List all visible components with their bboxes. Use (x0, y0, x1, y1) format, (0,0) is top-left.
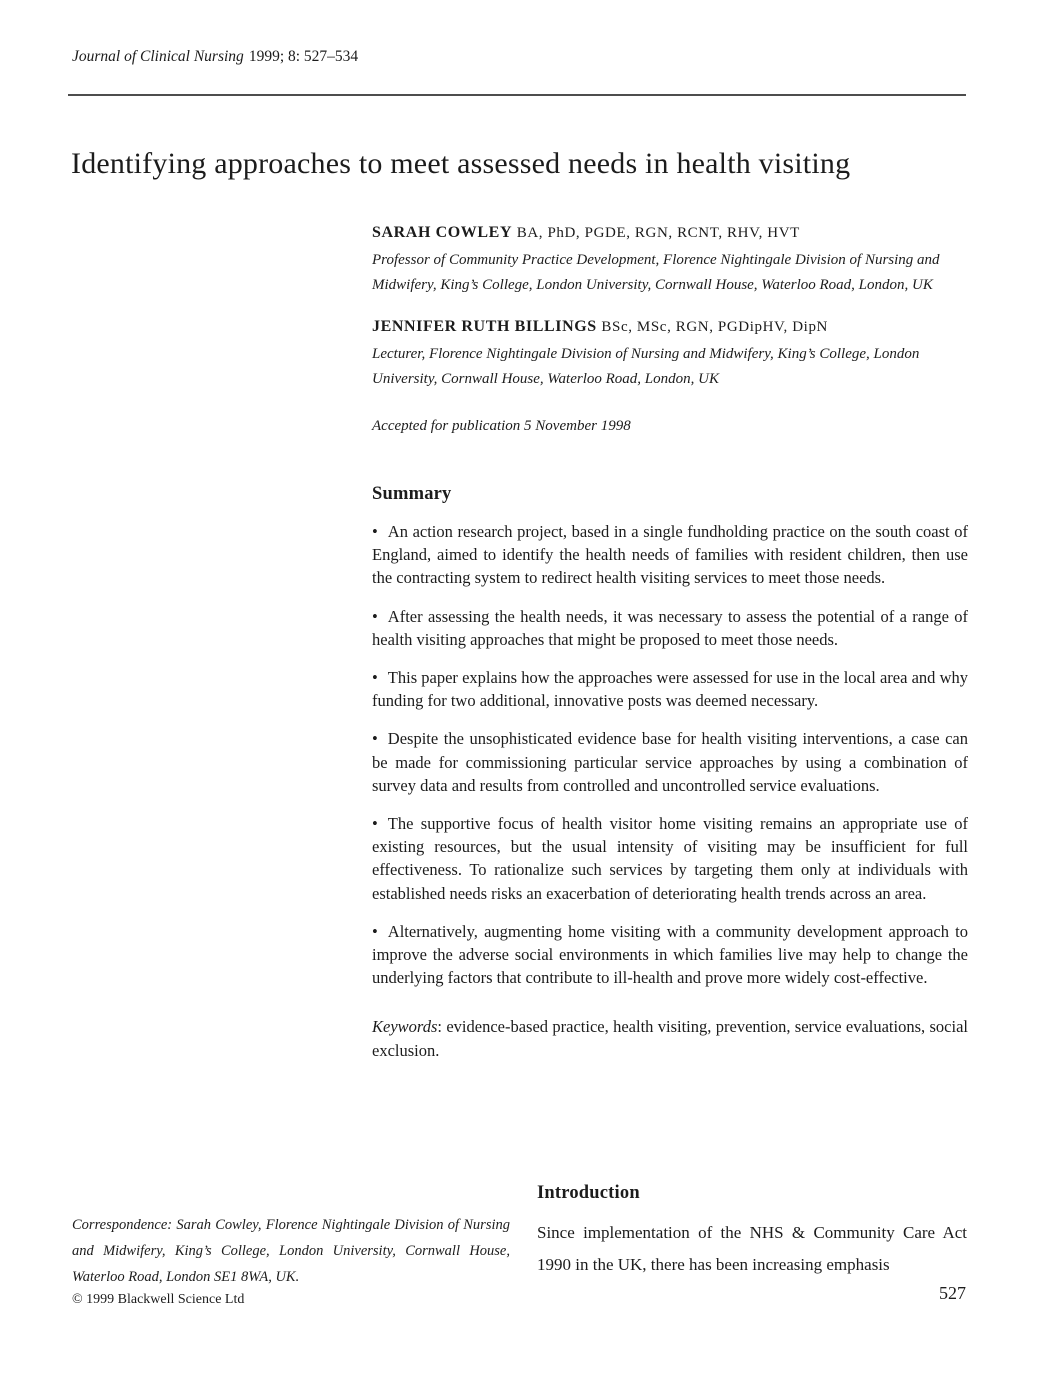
summary-bullet (372, 812, 968, 905)
bullet-icon: • (372, 729, 378, 749)
keywords-label: Keywords (372, 1017, 438, 1037)
bullet-icon: • (372, 814, 378, 834)
bullet-icon: • (372, 606, 378, 626)
page-number: 527 (939, 1283, 966, 1303)
summary-bullet (372, 666, 968, 712)
correspondence-note: Correspondence: Sarah Cowley, Florence Nightingale Division of Nursing and Midwifery, King’s College, London University, Cornwall House, Waterloo Road, London SE1 8WA, UK. (72, 1217, 510, 1285)
header-rule (68, 94, 966, 96)
author-name: SARAH COWLEY (372, 224, 513, 241)
author-block (372, 224, 968, 435)
author-name: JENNIFER RUTH BILLINGS (372, 318, 597, 335)
summary-bullet (372, 605, 968, 651)
article-title: Identifying approaches to meet assessed needs in health visiting (71, 147, 851, 180)
author-affiliation: Lecturer, Florence Nightingale Division of Nursing and Midwifery, King’s College, London University, Cornwall House, Waterloo Road, London, UK (372, 346, 920, 387)
introduction-heading: Introduction (537, 1183, 640, 1203)
keywords-text: : evidence-based practice, health visiting, prevention, service evaluations, social exclusion. (372, 1017, 968, 1060)
summary-bullet-text: Alternatively, augmenting home visiting with a community development approach to improve the adverse social environments in which families live may help to change the underlying factors that contribute to ill-health and prove more widely cost-effective. (372, 921, 968, 988)
author-name-line (372, 224, 968, 242)
author-affiliation: Professor of Community Practice Development, Florence Nightingale Division of Nursing and Midwifery, King’s College, London University, Cornwall House, Waterloo Road, London, UK (372, 252, 940, 293)
summary-section (372, 484, 968, 1062)
summary-bullet (372, 727, 968, 797)
summary-bullet-text: An action research project, based in a single fundholding practice on the south coast of England, aimed to identify the health needs of families with resident children, then use the contracting system to redirect health visiting services to meet those needs. (372, 522, 968, 588)
summary-bullet-text: This paper explains how the approaches were assessed for use in the local area and why funding for two additional, innovative posts was deemed necessary. (372, 668, 968, 711)
summary-heading: Summary (372, 484, 452, 504)
introduction-paragraph: Since implementation of the NHS & Community Care Act 1990 in the UK, there has been increasing emphasis (537, 1223, 967, 1274)
journal-header (72, 48, 358, 66)
keywords-line (372, 1015, 968, 1061)
bullet-icon: • (372, 921, 378, 941)
author-entry (372, 318, 968, 392)
journal-name: Journal of Clinical Nursing (72, 48, 244, 65)
summary-bullet (372, 520, 968, 590)
author-credentials: BA, PhD, PGDE, RGN, RCNT, RHV, HVT (516, 225, 800, 241)
accepted-for-publication-line: Accepted for publication 5 November 1998 (372, 418, 631, 434)
bullet-icon: • (372, 522, 378, 541)
introduction-section (537, 1183, 967, 1281)
author-credentials: BSc, MSc, RGN, PGDipHV, DipN (601, 319, 828, 335)
summary-bullet (372, 920, 968, 990)
author-name-line (372, 318, 968, 336)
author-entry (372, 224, 968, 298)
journal-citation: 1999; 8: 527–534 (248, 48, 359, 65)
summary-bullet-text: After assessing the health needs, it was necessary to assess the potential of a range of health visiting approaches that might be proposed to meet those needs. (372, 606, 968, 649)
bullet-icon: • (372, 668, 378, 688)
summary-bullet-text: Despite the unsophisticated evidence base for health visiting interventions, a case can be made for commissioning particular service approaches by using a combination of survey data and results from controlled and uncontrolled service evaluations. (372, 729, 968, 795)
summary-bullet-text: The supportive focus of health visitor home visiting remains an appropriate use of existing resources, but the usual intensity of visiting may be insufficient for full effectiveness. To rationalize such services by targeting them only at individuals with established needs risks an exacerbation of deteriorating health trends across an area. (372, 814, 968, 903)
copyright-notice: © 1999 Blackwell Science Ltd (72, 1292, 245, 1307)
